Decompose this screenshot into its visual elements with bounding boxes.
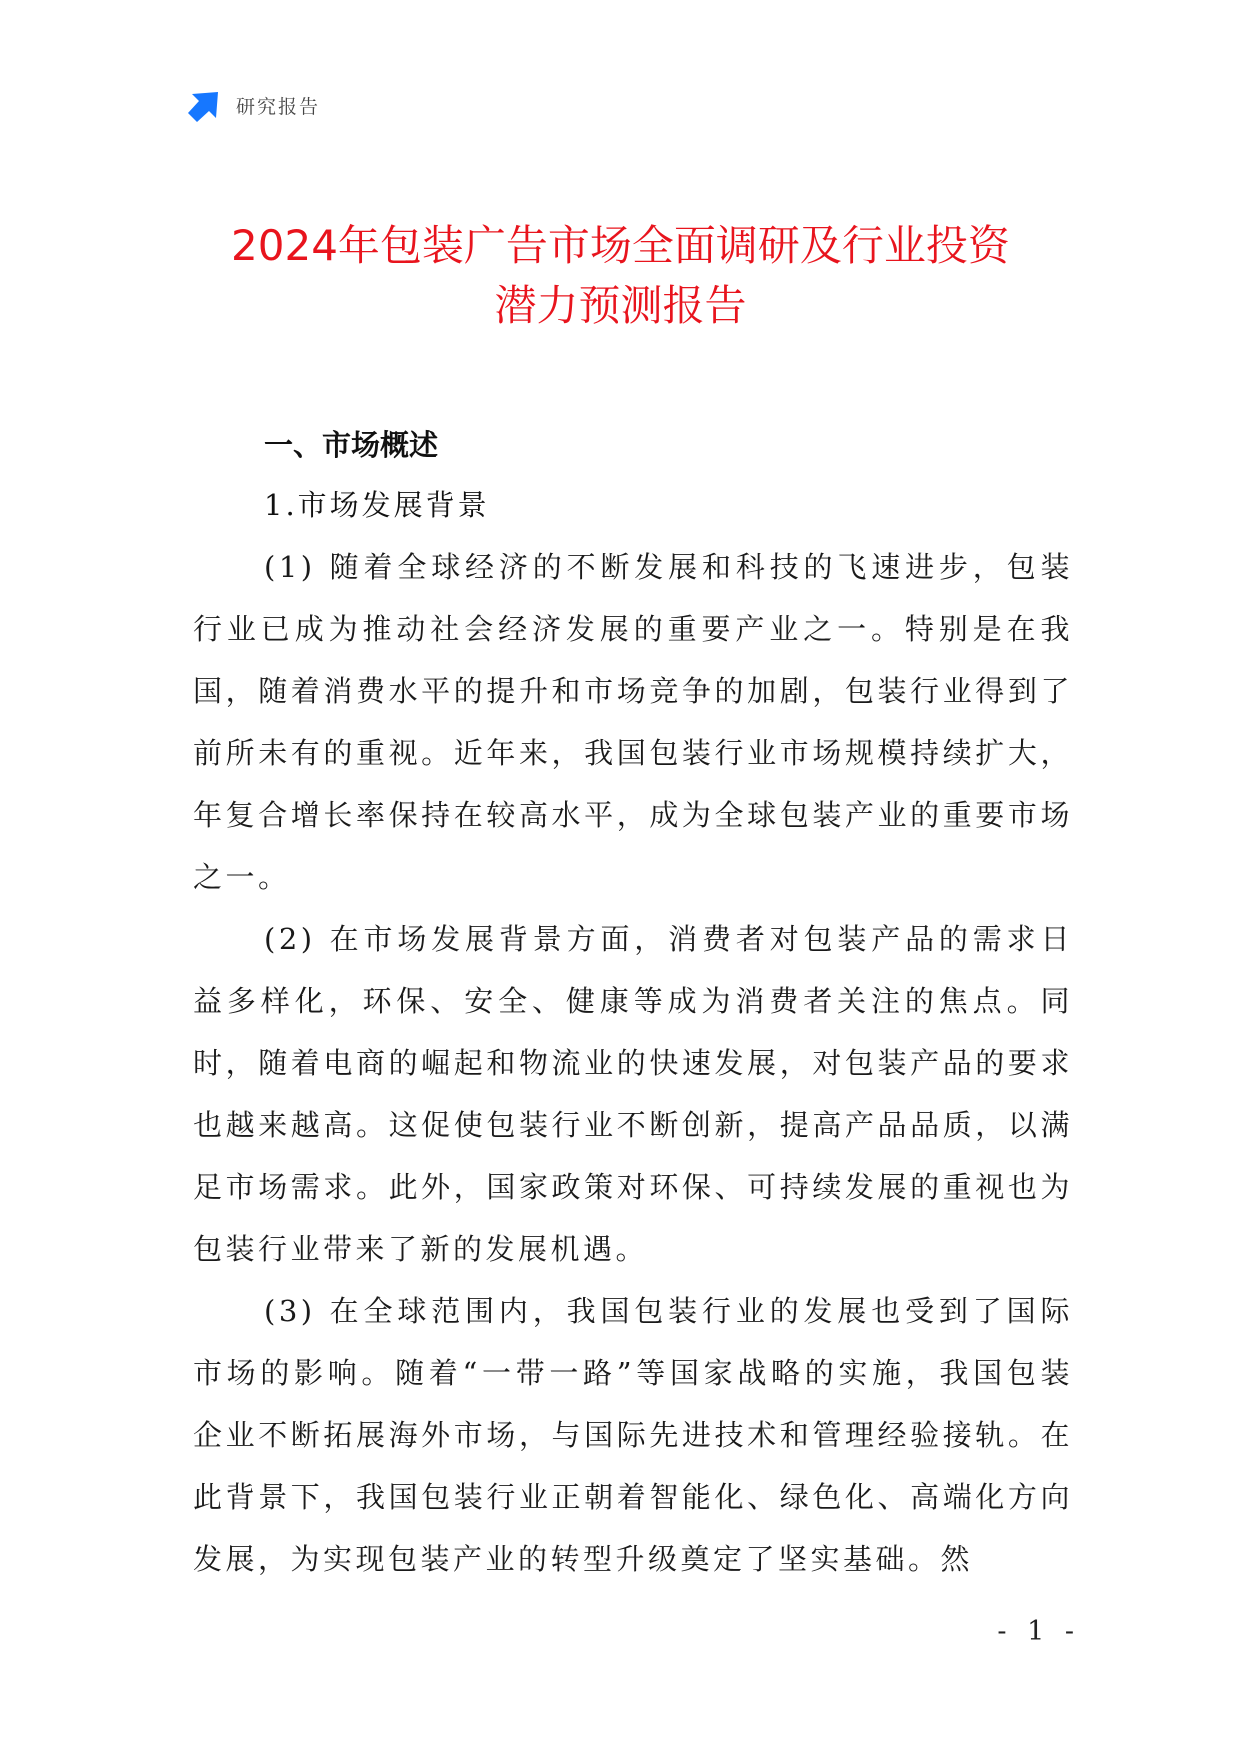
paragraph-1: (1) 随着全球经济的不断发展和科技的飞速进步，包装行业已成为推动社会经济发展的重要产业之一。特别是在我国，随着消费水平的提升和市场竞争的加剧，包装行业得到了前所未有的重视。近年来，我国包装行业市场规模持续扩大，年复合增长率保持在较高水平，成为全球包装产业的重要市场之一。 [193, 550, 1073, 894]
subsection-heading: 1.市场发展背景 [264, 488, 490, 522]
header-label: 研究报告 [236, 95, 321, 118]
page-number: - 1 - [997, 1616, 1080, 1647]
report-title [150, 216, 1091, 336]
section-heading: 一、市场概述 [264, 428, 439, 462]
arrow-up-right-icon [188, 88, 222, 122]
document-body [193, 416, 1073, 1590]
paragraph-2: (2) 在市场发展背景方面，消费者对包装产品的需求日益多样化，环保、安全、健康等成为消费者关注的焦点。同时，随着电商的崛起和物流业的快速发展，对包装产品的要求也越来越高。这促使包装行业不断创新，提高产品品质，以满足市场需求。此外，国家政策对环保、可持续发展的重视也为包装行业带来了新的发展机遇。 [193, 922, 1073, 1266]
report-title-line-1: 2024年包装广告市场全面调研及行业投资 [231, 221, 1010, 270]
paragraph-3: (3) 在全球范围内，我国包装行业的发展也受到了国际市场的影响。随着“一带一路”等国家战略的实施，我国包装企业不断拓展海外市场，与国际先进技术和管理经验接轨。在此背景下，我国包装行业正朝着智能化、绿色化、高端化方向发展，为实现包装产业的转型升级奠定了坚实基础。然 [193, 1294, 1073, 1576]
report-title-line-2: 潜力预测报告 [494, 281, 747, 330]
report-header [188, 88, 320, 122]
